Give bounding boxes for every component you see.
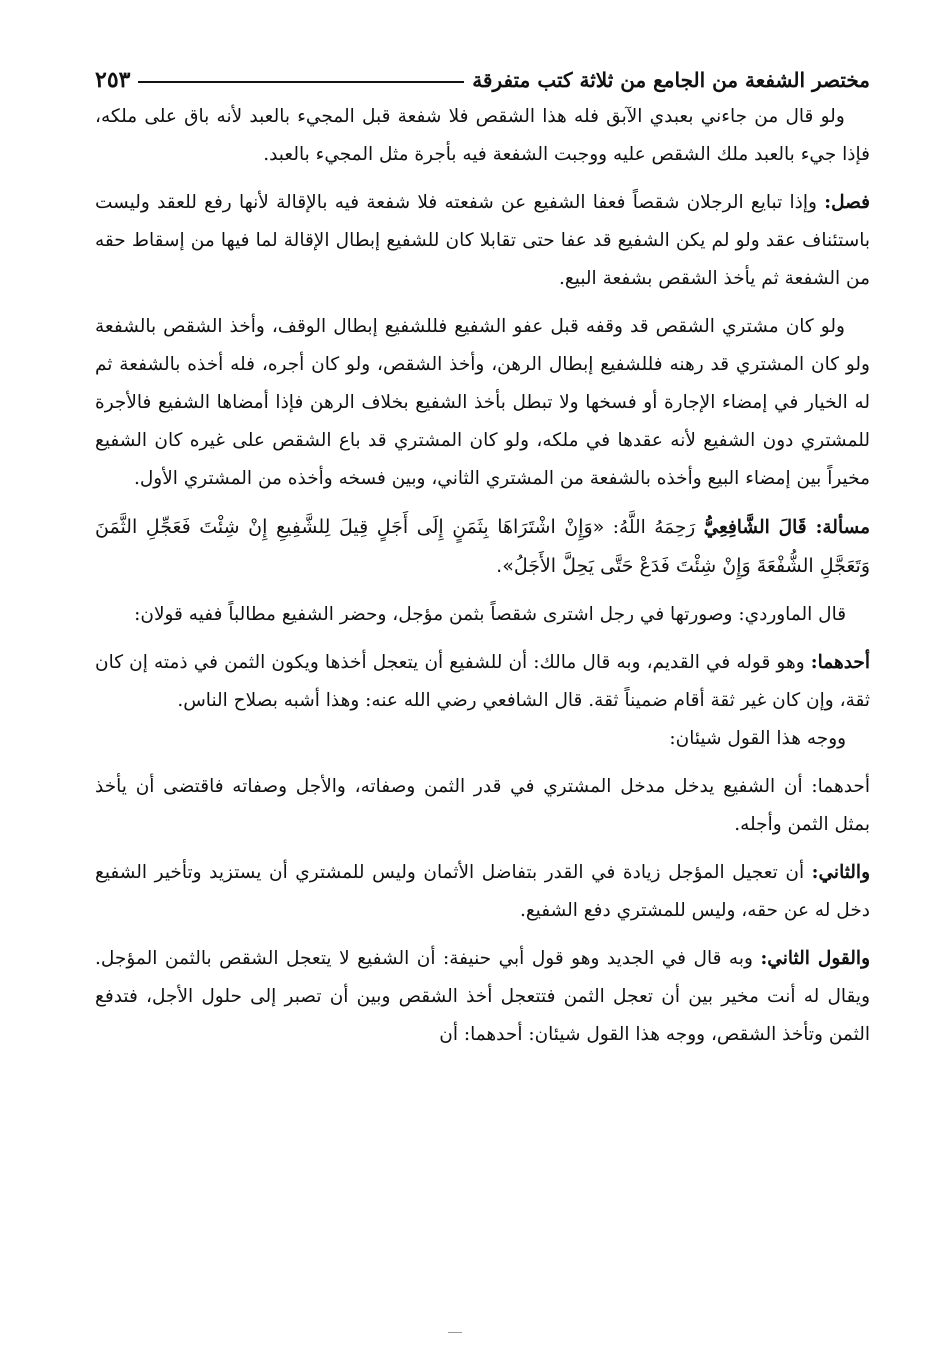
paragraph-text: وبه قال في الجديد وهو قول أبي حنيفة: أن الشفيع لا يتعجل الشقص بالثمن المؤجل. ويقال له أنت مخير بين أن تعجل الثمن فتتعجل أخذ الشقص وبين أن تصبر إلى حلول الأجل، فتدفع الثمن وتأخذ الشقص، ووجه هذا القول شيئان: أحدهما: أن [95,948,870,1045]
paragraph-text: ولو كان مشتري الشقص قد وقفه قبل عفو الشفيع فللشفيع إبطال الوقف، وأخذ الشقص بالشفعة ولو كان المشتري قد رهنه فللشفيع إبطال الرهن، وأخذ الشقص، ولو كان أجره، فله أخذه بالشفعة ثم له الخيار في إمضاء الإجارة أو فسخها ولا تبطل بأخذ الشفيع بخلاف الرهن فإذا أمضاها الشفيع فالأجرة للمشتري دون الشفيع لأنه عقدها في ملكه، ولو كان المشتري قد باع الشقص على غيره كان الشفيع مخيراً بين إمضاء البيع وأخذه بالشفعة من المشتري الثاني، وبين فسخه وأخذه من المشتري الأول. [95,316,870,489]
paragraph-first-reason [95,768,870,844]
paragraph-absconded-slave [95,98,870,174]
book-page [95,62,870,1352]
paragraph-mawardi [95,596,870,634]
paragraph-section-iqala [95,184,870,298]
paragraph-masala [95,508,870,586]
second-reason-heading: والثاني: [811,862,870,883]
header-rule [138,81,464,83]
section-heading: فصل: [824,192,870,213]
paragraph-text: ووجه هذا القول شيئان: [669,728,847,749]
paragraph-text: وهو قوله في القديم، وبه قال مالك: أن للشفيع أن يتعجل أخذها ويكون الثمن في ذمته إن كان ثقة، وإن كان غير ثقة أقام ضميناً ثقة. قال الشافعي رضي الله عنه: وهذا أشبه بصلاح الناس. [95,652,870,711]
paragraph-text: قال الماوردي: وصورتها في رجل اشترى شقصاً بثمن مؤجل، وحضر الشفيع مطالباً ففيه قولان: [134,604,847,625]
paragraph-waqf-rahn [95,308,870,498]
paragraph-second-opinion [95,940,870,1054]
footer-mark [448,1332,462,1333]
shafii-quote: «وَإِنْ اشْتَرَاهَا بِثَمَنٍ إِلَى أَجَلٍ قِيلَ لِلشَّفِيعِ إِنْ شِئْتَ فَعَجِّلِ الثَّمَنَ وَتَعَجَّلِ الشُّفْعَةَ وَإِنْ شِئْتَ فَدَعْ حَتَّى يَحِلَّ الأَجَلُ». [95,516,870,577]
paragraph-text: أن تعجيل المؤجل زيادة في القدر بتفاضل الأثمان وليس للمشتري أن يستزيد وتأخير الشفيع دخل له عن حقه، وليس للمشتري دفع الشفيع. [95,862,870,921]
running-header [95,62,870,98]
page-number: ٢٥٣ [95,67,131,93]
first-opinion-heading: أحدهما: [810,652,870,673]
masala-invocation: رَحِمَهُ اللَّهُ: [612,517,696,538]
paragraph-second-reason [95,854,870,930]
paragraph-first-opinion [95,644,870,720]
second-opinion-heading: والقول الثاني: [760,948,871,969]
running-title: مختصر الشفعة من الجامع من ثلاثة كتب متفرقة [472,68,870,92]
paragraph-two-reasons [95,720,870,758]
masala-heading: مسألة: قَالَ الشَّافِعِيُّ [703,517,870,538]
paragraph-text: ولو قال من جاءني بعبدي الآبق فله هذا الشقص فلا شفعة قبل المجيء بالعبد لأنه باق على ملكه، فإذا جيء بالعبد ملك الشقص عليه ووجبت الشفعة فيه بأجرة مثل المجيء بالعبد. [95,106,870,165]
paragraph-text: وإذا تبايع الرجلان شقصاً فعفا الشفيع عن شفعته فلا شفعة فيه بالإقالة لأنها رفع للعقد وليست باستئناف عقد ولو لم يكن الشفيع قد عفا حتى تقابلا كان للشفيع إبطال الإقالة لما فيها من إسقاط حقه من الشفعة ثم يأخذ الشقص بشفعة البيع. [95,192,870,289]
paragraph-text: أحدهما: أن الشفيع يدخل مدخل المشتري في قدر الثمن وصفاته، والأجل وصفاته فاقتضى أن يأخذ بمثل الثمن وأجله. [95,776,870,835]
